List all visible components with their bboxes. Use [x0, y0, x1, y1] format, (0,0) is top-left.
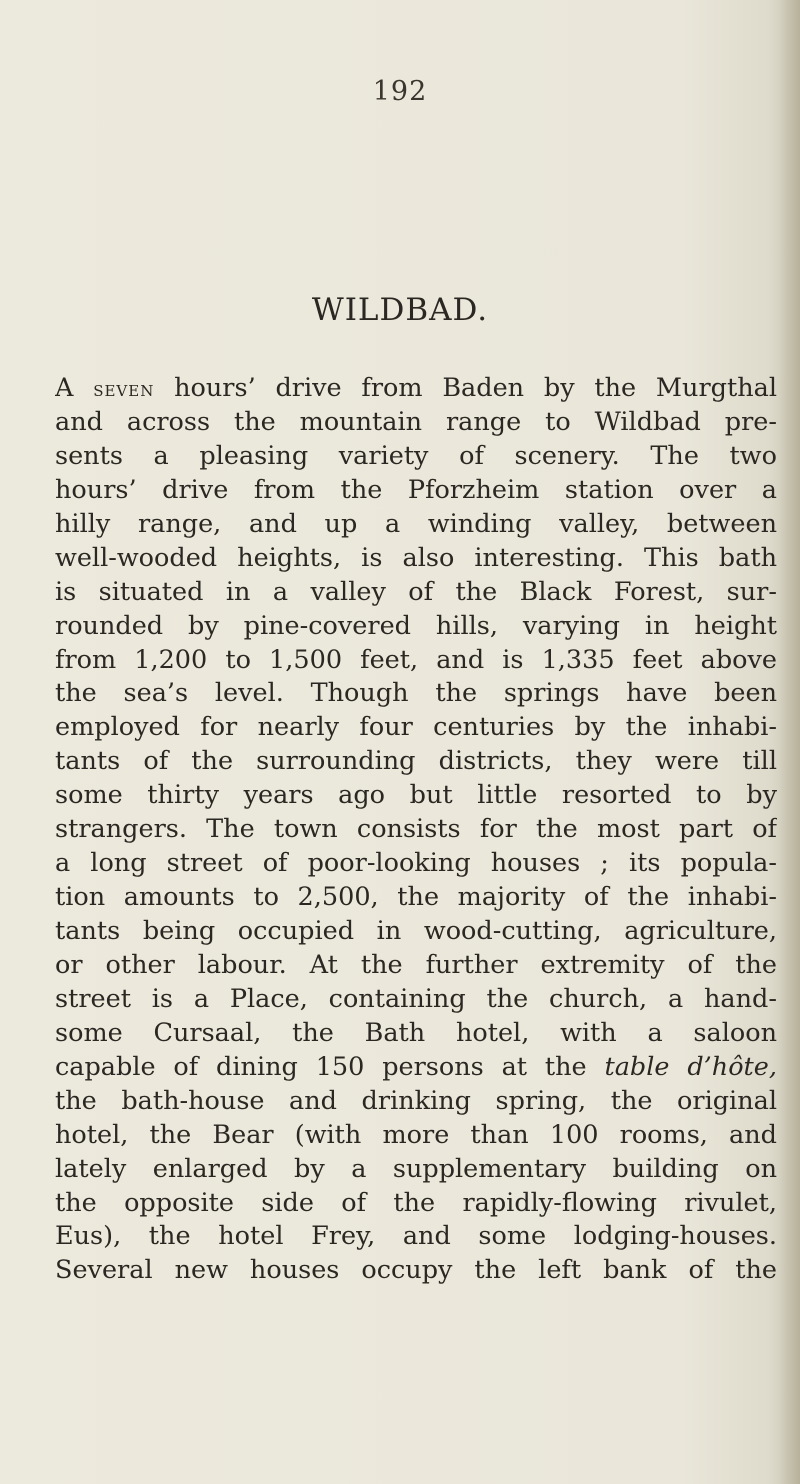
text-line: strangers. The town consists for the most part of: [55, 814, 777, 845]
chapter-heading: WILDBAD.: [311, 292, 489, 328]
text-line: well-wooded heights, is also interesting. This bath: [55, 542, 777, 573]
text-line: some Cursaal, the Bath hotel, with a saloon: [55, 1017, 777, 1048]
text-line: the sea’s level. Though the springs have been: [55, 678, 777, 709]
text-line: sents a pleasing variety of scenery. The two: [55, 440, 777, 471]
page-number: 192: [372, 76, 428, 107]
text-line: [55, 372, 777, 406]
text-line: lately enlarged by a supplementary building on: [55, 1153, 777, 1184]
text-line: employed for nearly four centuries by the inhabi-: [55, 712, 777, 743]
page-edge-shadow: [778, 0, 800, 1484]
text-segment: capable of dining 150 persons at the: [55, 1051, 605, 1082]
italic-phrase: table d’hôte,: [604, 1051, 777, 1082]
text-line: is situated in a valley of the Black Forest, sur-: [55, 576, 777, 607]
text-line: Several new houses occupy the left bank of the: [55, 1255, 777, 1286]
text-line: Eus), the hotel Frey, and some lodging-houses.: [55, 1221, 777, 1252]
text-line: street is a Place, containing the church, a hand-: [55, 983, 777, 1014]
text-line: some thirty years ago but little resorted to by: [55, 780, 777, 811]
opening-rest: hours’ drive from Baden by the Murgthal: [154, 373, 777, 403]
text-line: [55, 1051, 777, 1085]
text-line: hilly range, and up a winding valley, between: [55, 508, 777, 539]
text-line: tants of the surrounding districts, they were till: [55, 746, 777, 777]
text-line: the opposite side of the rapidly-flowing rivulet,: [55, 1187, 777, 1218]
opening-letter: A: [55, 373, 94, 403]
body-paragraph: [55, 372, 777, 1288]
text-line: the bath-house and drinking spring, the original: [55, 1085, 777, 1116]
text-line: tion amounts to 2,500, the majority of the inhabi-: [55, 882, 777, 913]
text-line: a long street of poor-looking houses ; its popula-: [55, 848, 777, 879]
text-line: hotel, the Bear (with more than 100 rooms, and: [55, 1119, 777, 1150]
text-line: from 1,200 to 1,500 feet, and is 1,335 feet above: [55, 644, 777, 675]
text-line: tants being occupied in wood-cutting, agriculture,: [55, 916, 777, 946]
opening-small-caps: seven: [93, 377, 155, 401]
text-line: and across the mountain range to Wildbad pre-: [55, 406, 777, 437]
text-line: or other labour. At the further extremity of the: [55, 949, 777, 980]
text-line: hours’ drive from the Pforzheim station over a: [55, 474, 777, 505]
text-line: rounded by pine-covered hills, varying in height: [55, 610, 777, 641]
